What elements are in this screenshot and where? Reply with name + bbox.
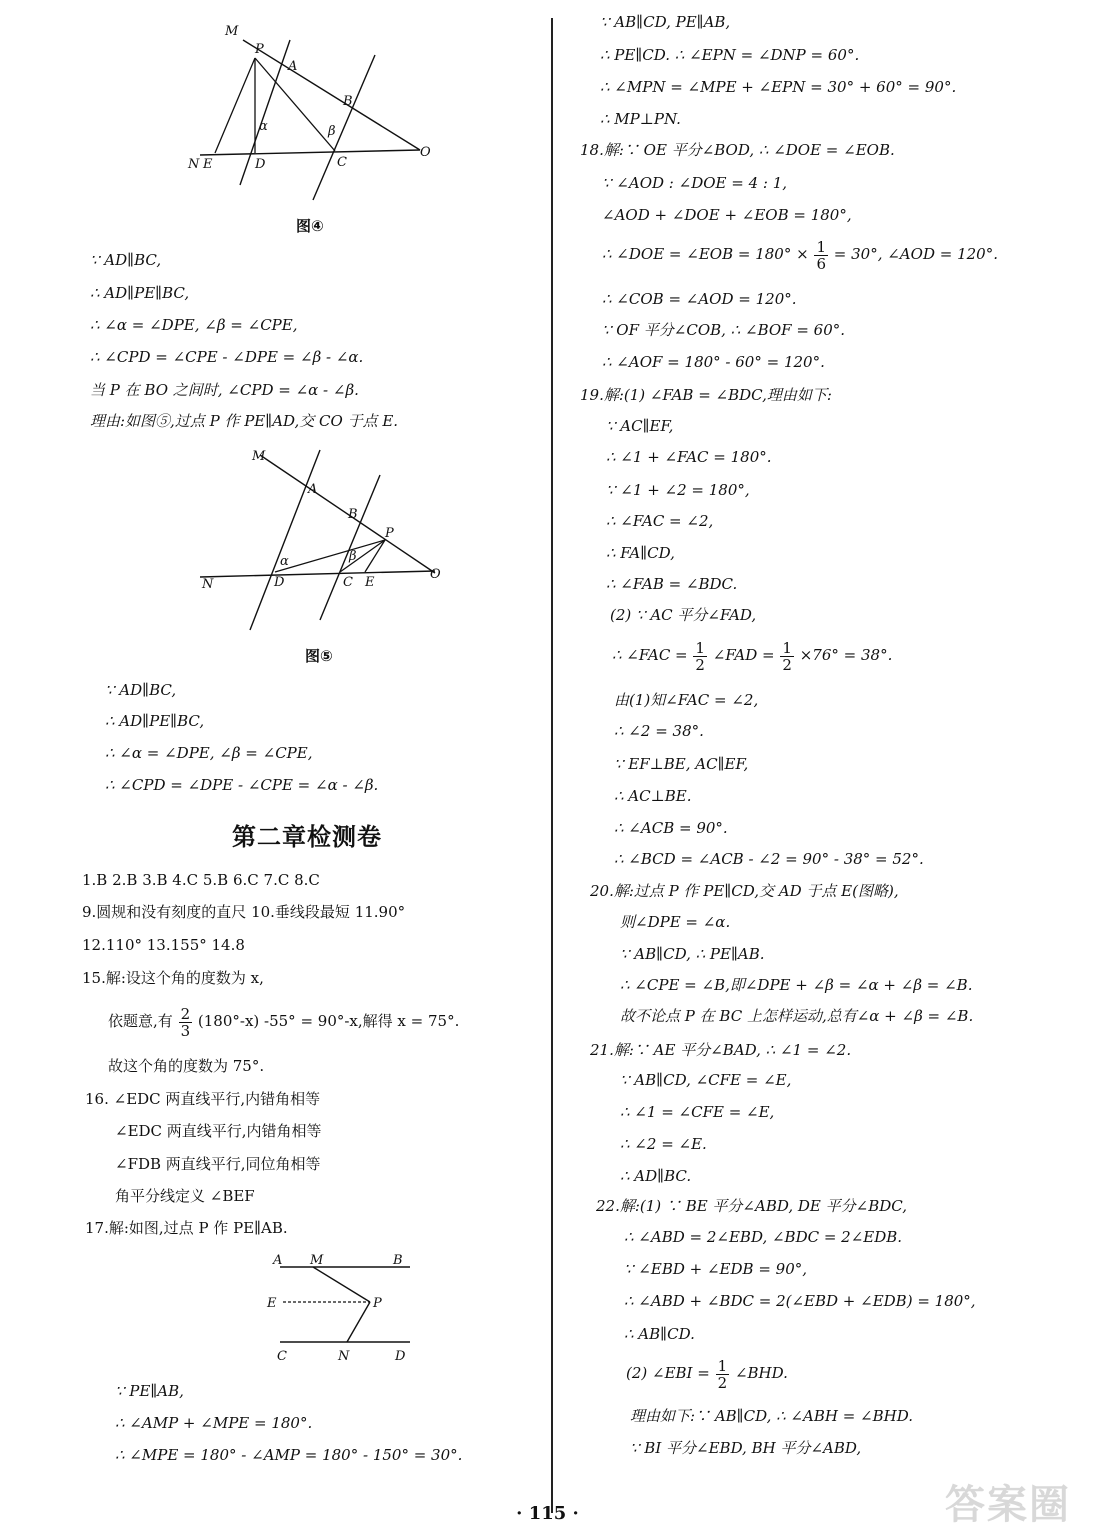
q18-line: ∴ ∠AOF = 180° - 60° = 120°. <box>602 353 825 371</box>
q19-line: ∴ ∠ACB = 90°. <box>614 819 728 837</box>
proof-line: ∵ AD∥BC, <box>105 681 177 699</box>
q22-line: ∴ ∠ABD = 2∠EBD, ∠BDC = 2∠EDB. <box>624 1228 903 1246</box>
q15-equation <box>108 1004 459 1039</box>
figure-17-diagram <box>265 1250 425 1365</box>
q16-line: ∠FDB 两直线平行,同位角相等 <box>115 1155 321 1173</box>
fig4-label-M: M <box>225 24 239 39</box>
fig17-label-D: D <box>395 1349 406 1364</box>
q18-line: ∵ ∠AOD : ∠DOE = 4 : 1, <box>602 174 788 192</box>
q22-text-a: (2) ∠EBI = <box>626 1364 710 1382</box>
q18-fraction <box>814 239 828 272</box>
q22-line: ∴ ∠ABD + ∠BDC = 2(∠EBD + ∠EDB) = 180°, <box>624 1292 976 1310</box>
q20-line: ∴ ∠CPE = ∠B,即∠DPE + ∠β = ∠α + ∠β = ∠B. <box>620 976 973 994</box>
q20-line: 故不论点 P 在 BC 上怎样运动,总有∠α + ∠β = ∠B. <box>620 1007 974 1025</box>
fig17-label-A: A <box>273 1253 283 1268</box>
q22-line: 22.解:(1) ∵ BE 平分∠ABD, DE 平分∠BDC, <box>596 1197 907 1215</box>
q16-line: 16. ∠EDC 两直线平行,内错角相等 <box>85 1090 321 1108</box>
q22-line: ∵ BI 平分∠EBD, BH 平分∠ABD, <box>630 1439 862 1457</box>
proof-line: ∵ AB∥CD, PE∥AB, <box>600 13 731 31</box>
proof-line: ∴ MP⊥PN. <box>600 110 681 128</box>
proof-line: 理由:如图⑤,过点 P 作 PE∥AD,交 CO 于点 E. <box>90 412 399 430</box>
q19-line: 19.解:(1) ∠FAB = ∠BDC,理由如下: <box>580 386 832 404</box>
fig17-label-P: P <box>373 1296 382 1311</box>
q20-line: 20.解:过点 P 作 PE∥CD,交 AD 于点 E(图略), <box>590 882 899 900</box>
proof-line: 当 P 在 BO 之间时, ∠CPD = ∠α - ∠β. <box>90 381 359 399</box>
q19-line: ∴ ∠FAB = ∠BDC. <box>606 575 738 593</box>
fig5-label-E: E <box>365 575 375 590</box>
fig17-label-M: M <box>310 1253 324 1268</box>
q18-fraction-line <box>602 236 998 272</box>
proof-line: ∴ ∠α = ∠DPE, ∠β = ∠CPE, <box>90 316 298 334</box>
fig4-label-D: D <box>255 157 266 172</box>
proof-line: ∵ AD∥BC, <box>90 251 162 269</box>
fraction-numerator: 1 <box>695 638 705 657</box>
fig4-label-N: N <box>188 157 200 172</box>
proof-line: ∵ PE∥AB, <box>115 1382 184 1400</box>
fraction-denominator: 2 <box>782 655 792 674</box>
fig5-label-beta: β <box>349 549 357 564</box>
fig5-label-alpha: α <box>280 554 289 569</box>
figure-5-diagram <box>195 445 455 635</box>
fig17-label-C: C <box>277 1349 287 1364</box>
q19-line: ∴ ∠2 = 38°. <box>614 722 704 740</box>
watermark-text: 答案圈 <box>945 1482 1071 1528</box>
figure-4-diagram <box>185 25 445 195</box>
proof-line: ∴ ∠CPD = ∠DPE - ∠CPE = ∠α - ∠β. <box>105 776 379 794</box>
fig4-label-B: B <box>343 94 353 109</box>
q15-fraction <box>179 1006 193 1039</box>
q15-text-a: 依题意,有 <box>108 1012 173 1030</box>
q16-line: ∠EDC 两直线平行,内错角相等 <box>115 1122 322 1140</box>
fig17-label-B: B <box>393 1253 403 1268</box>
q19-fraction-line <box>612 637 892 673</box>
fig5-label-C: C <box>343 575 353 590</box>
fraction-numerator: 2 <box>180 1004 191 1023</box>
proof-line: ∴ PE∥CD. ∴ ∠EPN = ∠DNP = 60°. <box>600 46 860 64</box>
q22-line: 理由如下:∵ AB∥CD, ∴ ∠ABH = ∠BHD. <box>630 1407 913 1425</box>
q19-fraction-2 <box>780 640 794 673</box>
fraction-numerator: 1 <box>717 1356 728 1375</box>
q18-line: ∴ ∠COB = ∠AOD = 120°. <box>602 290 797 308</box>
fig5-label-P: P <box>385 526 394 541</box>
fig5-label-M: M <box>252 449 266 464</box>
figure-4-caption: 图④ <box>296 217 324 235</box>
answer-line: 12.110° 13.155° 14.8 <box>82 936 245 954</box>
q19-line: ∴ ∠BCD = ∠ACB - ∠2 = 90° - 38° = 52°. <box>614 850 924 868</box>
q21-line: ∵ AB∥CD, ∠CFE = ∠E, <box>620 1071 792 1089</box>
fig4-label-E: E <box>203 157 213 172</box>
q18-line: ∵ OF 平分∠COB, ∴ ∠BOF = 60°. <box>602 321 846 339</box>
answer-line: 1.B 2.B 3.B 4.C 5.B 6.C 7.C 8.C <box>82 871 320 889</box>
proof-line: ∴ ∠AMP + ∠MPE = 180°. <box>115 1414 313 1432</box>
q19-line: ∵ AC∥EF, <box>606 417 674 435</box>
fig4-label-O: O <box>420 145 431 160</box>
q19-text-b: ∠FAD = <box>712 646 775 664</box>
fraction-numerator: 1 <box>816 237 826 256</box>
q19-line: (2) ∵ AC 平分∠FAD, <box>610 606 757 624</box>
q21-line: 21.解:∵ AE 平分∠BAD, ∴ ∠1 = ∠2. <box>590 1041 852 1059</box>
q16-line: 角平分线定义 ∠BEF <box>115 1187 255 1205</box>
fig5-label-O: O <box>430 567 441 582</box>
fraction-denominator: 2 <box>717 1373 728 1392</box>
proof-line: ∴ ∠MPN = ∠MPE + ∠EPN = 30° + 60° = 90°. <box>600 78 957 96</box>
fig4-label-C: C <box>337 155 347 170</box>
proof-line: ∴ AD∥PE∥BC, <box>105 712 205 730</box>
fig5-label-A: A <box>308 482 318 497</box>
q19-line: ∴ ∠FAC = ∠2, <box>606 512 714 530</box>
q19-text-a: ∴ ∠FAC = <box>612 646 688 664</box>
q19-line: 由(1)知∠FAC = ∠2, <box>614 691 759 709</box>
q20-line: ∵ AB∥CD, ∴ PE∥AB. <box>620 945 765 963</box>
answer-line: 15.解:设这个角的度数为 x, <box>82 969 264 987</box>
watermark-logo <box>896 1472 1071 1530</box>
q15-text-b: (180°-x) -55° = 90°-x,解得 x = 75°. <box>197 1012 460 1030</box>
proof-line: ∴ ∠CPD = ∠CPE - ∠DPE = ∠β - ∠α. <box>90 348 364 366</box>
fig5-label-N: N <box>202 577 214 592</box>
fig4-label-beta: β <box>328 124 336 139</box>
fig17-label-E: E <box>267 1296 277 1311</box>
q21-line: ∴ ∠2 = ∠E. <box>620 1135 707 1153</box>
page-number: · 115 · <box>516 1503 579 1524</box>
fig4-label-A: A <box>288 59 298 74</box>
q22-text-b: ∠BHD. <box>734 1364 788 1382</box>
q22-fraction <box>716 1358 730 1391</box>
fraction-numerator: 1 <box>782 638 792 657</box>
proof-line: ∴ ∠α = ∠DPE, ∠β = ∠CPE, <box>105 744 313 762</box>
figure-5-caption: 图⑤ <box>305 647 333 665</box>
q18-text-b: = 30°, ∠AOD = 120°. <box>833 245 998 263</box>
fraction-denominator: 3 <box>180 1021 191 1040</box>
q22-line: ∴ AB∥CD. <box>624 1325 695 1343</box>
answer-line: 故这个角的度数为 75°. <box>108 1057 265 1075</box>
q19-line: ∴ ∠1 + ∠FAC = 180°. <box>606 448 772 466</box>
fig5-label-B: B <box>348 507 358 522</box>
q21-line: ∴ AD∥BC. <box>620 1167 692 1185</box>
q18-line: ∠AOD + ∠DOE + ∠EOB = 180°, <box>602 206 852 224</box>
answer-line: 9.圆规和没有刻度的直尺 10.垂线段最短 11.90° <box>82 903 406 921</box>
chapter-title: 第二章检测卷 <box>232 823 382 851</box>
fig4-label-P: P <box>255 42 264 57</box>
q19-fraction-1 <box>693 640 707 673</box>
column-divider <box>551 18 553 1513</box>
q19-line: ∴ FA∥CD, <box>606 544 675 562</box>
q19-line: ∵ EF⊥BE, AC∥EF, <box>614 755 749 773</box>
q19-text-c: ×76° = 38°. <box>799 646 893 664</box>
q19-line: ∴ AC⊥BE. <box>614 787 692 805</box>
q17-heading: 17.解:如图,过点 P 作 PE∥AB. <box>85 1219 288 1237</box>
fig4-label-alpha: α <box>259 119 268 134</box>
proof-line: ∴ ∠MPE = 180° - ∠AMP = 180° - 150° = 30°. <box>115 1446 463 1464</box>
q20-line: 则∠DPE = ∠α. <box>620 913 731 931</box>
fig5-label-D: D <box>274 575 285 590</box>
q21-line: ∴ ∠1 = ∠CFE = ∠E, <box>620 1103 775 1121</box>
q18-text-a: ∴ ∠DOE = ∠EOB = 180° × <box>602 245 809 263</box>
q22-line: ∵ ∠EBD + ∠EDB = 90°, <box>624 1260 808 1278</box>
fig17-label-N: N <box>338 1349 350 1364</box>
proof-line: ∴ AD∥PE∥BC, <box>90 284 190 302</box>
q18-line: 18.解:∵ OE 平分∠BOD, ∴ ∠DOE = ∠EOB. <box>580 141 895 159</box>
fraction-denominator: 2 <box>695 655 705 674</box>
q22-fraction-line <box>626 1355 788 1391</box>
fraction-denominator: 6 <box>816 254 826 273</box>
q19-line: ∵ ∠1 + ∠2 = 180°, <box>606 481 750 499</box>
